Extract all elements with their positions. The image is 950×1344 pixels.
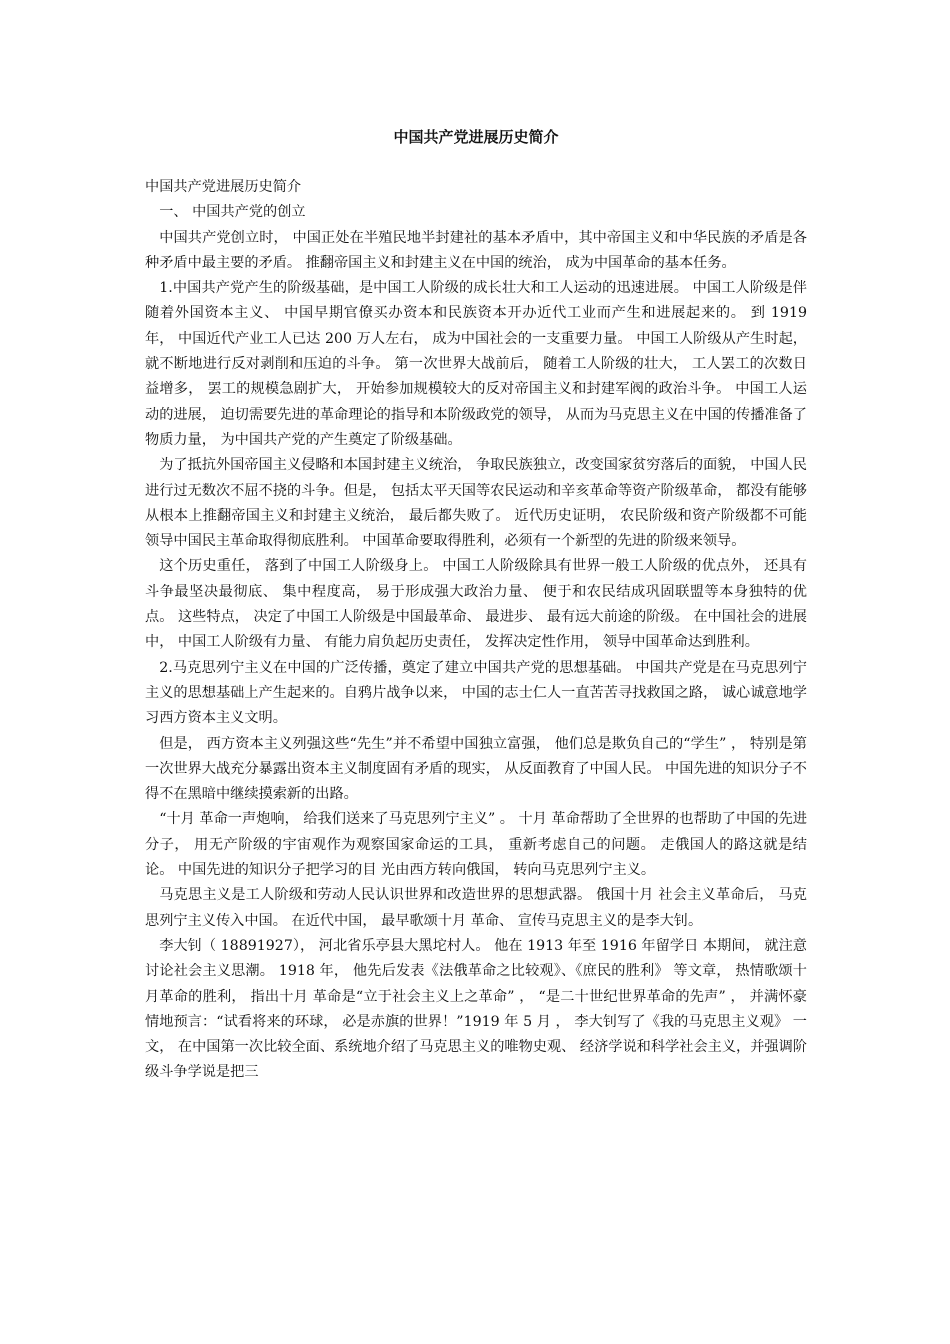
document-body — [145, 175, 807, 1086]
document-page — [145, 0, 807, 1344]
paragraph: 马克思主义是工人阶级和劳动人民认识世界和改造世界的思想武器。 俄国十月 社会主义革命后， 马克思列宁主义传入中国。 在近代中国， 最早歌颂十月 革命、 宣传马克思主义的是李大钊。 — [145, 887, 807, 929]
paragraph-heading: 中国共产党进展历史简介 — [145, 179, 302, 195]
paragraph: 但是， 西方资本主义列强这些“先生”并不希望中国独立富强， 他们总是欺负自己的“学生” ， 特别是第一次世界大战充分暴露出资本主义制度固有矛盾的现实， 从反面教育了中国人民。 中国先进的知识分子不得不在黑暗中继续摸索新的出路。 — [145, 735, 807, 803]
paragraph: “十月 革命一声炮响， 给我们送来了马克思列宁主义” 。 十月 革命帮助了全世界的也帮助了中国的先进分子， 用无产阶级的宇宙观作为观察国家命运的工具， 重新考虑自己的问题。 走俄国人的路这就是结论。 中国先进的知识分子把学习的目 光由西方转向俄国， 转向马克思列宁主义。 — [145, 811, 807, 879]
paragraph: 为了抵抗外国帝国主义侵略和本国封建主义统治， 争取民族独立，改变国家贫穷落后的面貌， 中国人民进行过无数次不屈不挠的斗争。但是， 包括太平天国等农民运动和辛亥革命等资产阶级革命， 都没有能够从根本上推翻帝国主义和封建主义统治， 最后都失败了。 近代历史证明， 农民阶级和资产阶级都不可能领导中国民主革命取得彻底胜利。 中国革命要取得胜利，必须有一个新型的先进的阶级来领导。 — [145, 457, 807, 550]
paragraph: 这个历史重任， 落到了中国工人阶级身上。 中国工人阶级除具有世界一般工人阶级的优点外， 还具有斗争最坚决最彻底、 集中程度高， 易于形成强大政治力量、 便于和农民结成巩固联盟等本身独特的优点。 这些特点， 决定了中国工人阶级是中国最革命、 最进步、 最有远大前途的阶级。 在中国社会的进展中， 中国工人阶级有力量、 有能力肩负起历史责任， 发挥决定性作用， 领导中国革命达到胜利。 — [145, 558, 807, 651]
section-heading: 一、 中国共产党的创立 — [159, 204, 306, 221]
paragraph: 李大钊（ 18891927）， 河北省乐亭县大黑坨村人。 他在 1913 年至 1916 年留学日 本期间， 就注意讨论社会主义思潮。 1918 年， 他先后发表《法俄革命之比较观》、《庶民的胜利》 等文章， 热情歌颂十月革命的胜利， 指出十月 革命是“立于社会主义上之革命” ， “是二十世纪世界革命的先声” ， 并满怀豪情地预言：“试看将来的环球， 必是赤旗的世界！”1919 年 5 月 ， 李大钊写了《我的马克思主义观》 一文， 在中国第一次比较全面、系统地介绍了马克思主义的唯物史观、 经济学说和科学社会主义，并强调阶级斗争学说是把三 — [145, 937, 807, 1081]
paragraph: 1.中国共产党产生的阶级基础，是中国工人阶级的成长壮大和工人运动的迅速进展。 中国工人阶级是伴随着外国资本主义、 中国早期官僚买办资本和民族资本开办近代工业而产生和进展起来的。 到 1919 年， 中国近代产业工人已达 200 万人左右， 成为中国社会的一支重要力量。 中国工人阶级从产生时起， 就不断地进行反对剥削和压迫的斗争。 第一次世界大战前后， 随着工人阶级的壮大， 工人罢工的次数日益增多， 罢工的规模急剧扩大， 开始参加规模较大的反对帝国主义和封建军阀的政治斗争。 中国工人运动的进展， 迫切需要先进的革命理论的指导和本阶级政党的领导， 从而为马克思主义在中国的传播准备了物质力量， 为中国共产党的产生奠定了阶级基础。 — [145, 280, 807, 448]
document-title: 中国共产党进展历史简介 — [393, 128, 559, 146]
paragraph: 2.马克思列宁主义在中国的广泛传播，奠定了建立中国共产党的思想基础。 中国共产党是在马克思列宁主义的思想基础上产生起来的。自鸦片战争以来， 中国的志士仁人一直苦苦寻找救国之路， 诚心诚意地学习西方资本主义文明。 — [145, 659, 807, 727]
paragraph: 中国共产党创立时， 中国正处在半殖民地半封建社的基本矛盾中，其中帝国主义和中华民族的矛盾是各种矛盾中最主要的矛盾。 推翻帝国主义和封建主义在中国的统治， 成为中国革命的基本任务。 — [145, 229, 807, 271]
